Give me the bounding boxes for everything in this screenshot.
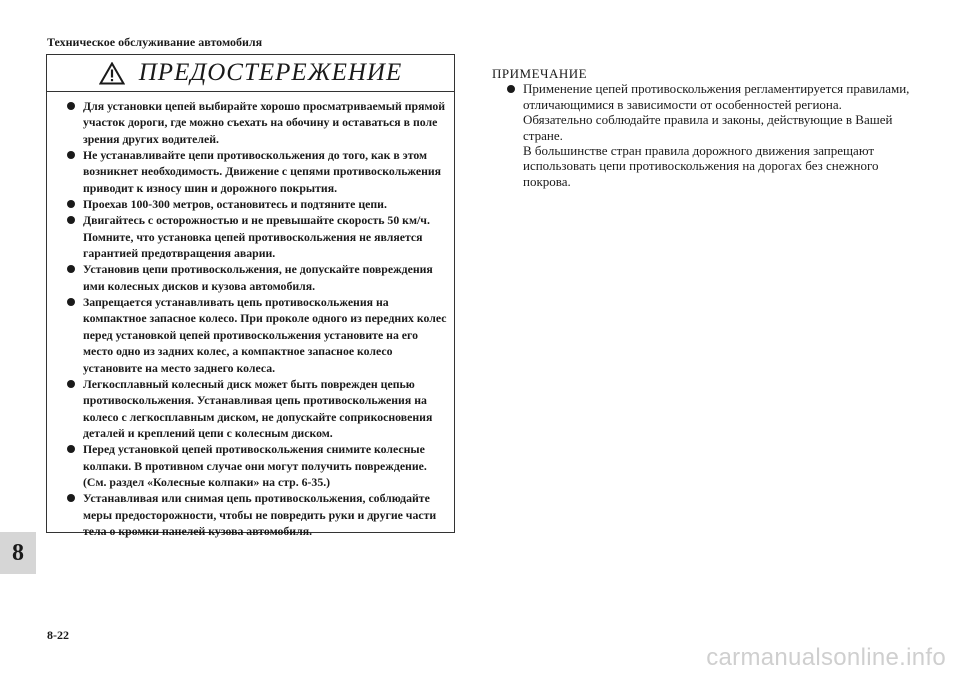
page-number: 8-22	[47, 628, 69, 642]
warning-item: Для установки цепей выбирайте хорошо просматриваемый прямой участок дороги, где можно съехать на обочину и оставаться в поле зрения других водителей.	[67, 98, 448, 147]
warning-item: Проехав 100-300 метров, остановитесь и подтяните цепи.	[67, 196, 448, 212]
watermark: carmanualsonline.info	[706, 644, 946, 671]
bullet-icon	[67, 380, 75, 388]
note-item	[492, 81, 912, 189]
note-title: ПРИМЕЧАНИЕ	[492, 66, 588, 81]
bullet-icon	[67, 216, 75, 224]
note-block	[492, 66, 912, 189]
warning-list	[47, 92, 454, 539]
warning-item: Запрещается устанавливать цепь противоскольжения на компактное запасное колесо. При проколе одного из передних колес перед установкой цепей противоскольжения установите на его место одно из задних колес, а компактное запасное колесо установите на место заднего колеса.	[67, 294, 448, 376]
bullet-icon	[67, 151, 75, 159]
section-header: Техническое обслуживание автомобиля	[47, 35, 263, 49]
warning-box	[46, 54, 455, 538]
warning-item: Устанавливая или снимая цепь противоскольжения, соблюдайте меры предосторожности, чтобы не повредить руки и другие части тела о кромки панелей кузова автомобиля.	[67, 490, 448, 539]
bullet-icon	[67, 445, 75, 453]
warning-item: Не устанавливайте цепи противоскольжения до того, как в этом возникнет необходимость. Движение с цепями противоскольжения приводит к износу шин и дорожного покрытия.	[67, 147, 448, 196]
bullet-icon	[507, 85, 515, 93]
bullet-icon	[67, 298, 75, 306]
warning-item: Двигайтесь с осторожностью и не превышайте скорость 50 км/ч. Помните, что установка цепей противоскольжения не является гарантией предотвращения аварии.	[67, 212, 448, 261]
bullet-icon	[67, 200, 75, 208]
bullet-icon	[67, 494, 75, 502]
warning-item: Установив цепи противоскольжения, не допускайте повреждения ими колесных дисков и кузова автомобиля.	[67, 261, 448, 294]
warning-title-bar	[47, 55, 454, 92]
note-paragraph: В большинстве стран правила дорожного движения запрещают использовать цепи противоскольжения на дорогах без снежного покрова.	[523, 143, 879, 189]
warning-item: Перед установкой цепей противоскольжения снимите колесные колпаки. В противном случае они могут получить повреждение. (См. раздел «Колесные колпаки» на стр. 6-35.)	[67, 441, 448, 490]
warning-triangle-icon	[99, 62, 125, 85]
bullet-icon	[67, 265, 75, 273]
warning-title: ПРЕДОСТЕРЕЖЕНИЕ	[138, 59, 403, 86]
chapter-tab: 8	[0, 532, 36, 574]
warning-item: Легкосплавный колесный диск может быть поврежден цепью противоскольжения. Устанавливая цепь противоскольжения на колесо с легкосплавным диском, не допускайте соприкосновения деталей и креплений цепи с колесным диском.	[67, 376, 448, 441]
bullet-icon	[67, 102, 75, 110]
note-paragraph: Применение цепей противоскольжения регламентируется правилами, отличающимися в зависимости от особенностей региона. Обязательно соблюдайте правила и законы, действующие в Вашей стране.	[523, 81, 910, 143]
